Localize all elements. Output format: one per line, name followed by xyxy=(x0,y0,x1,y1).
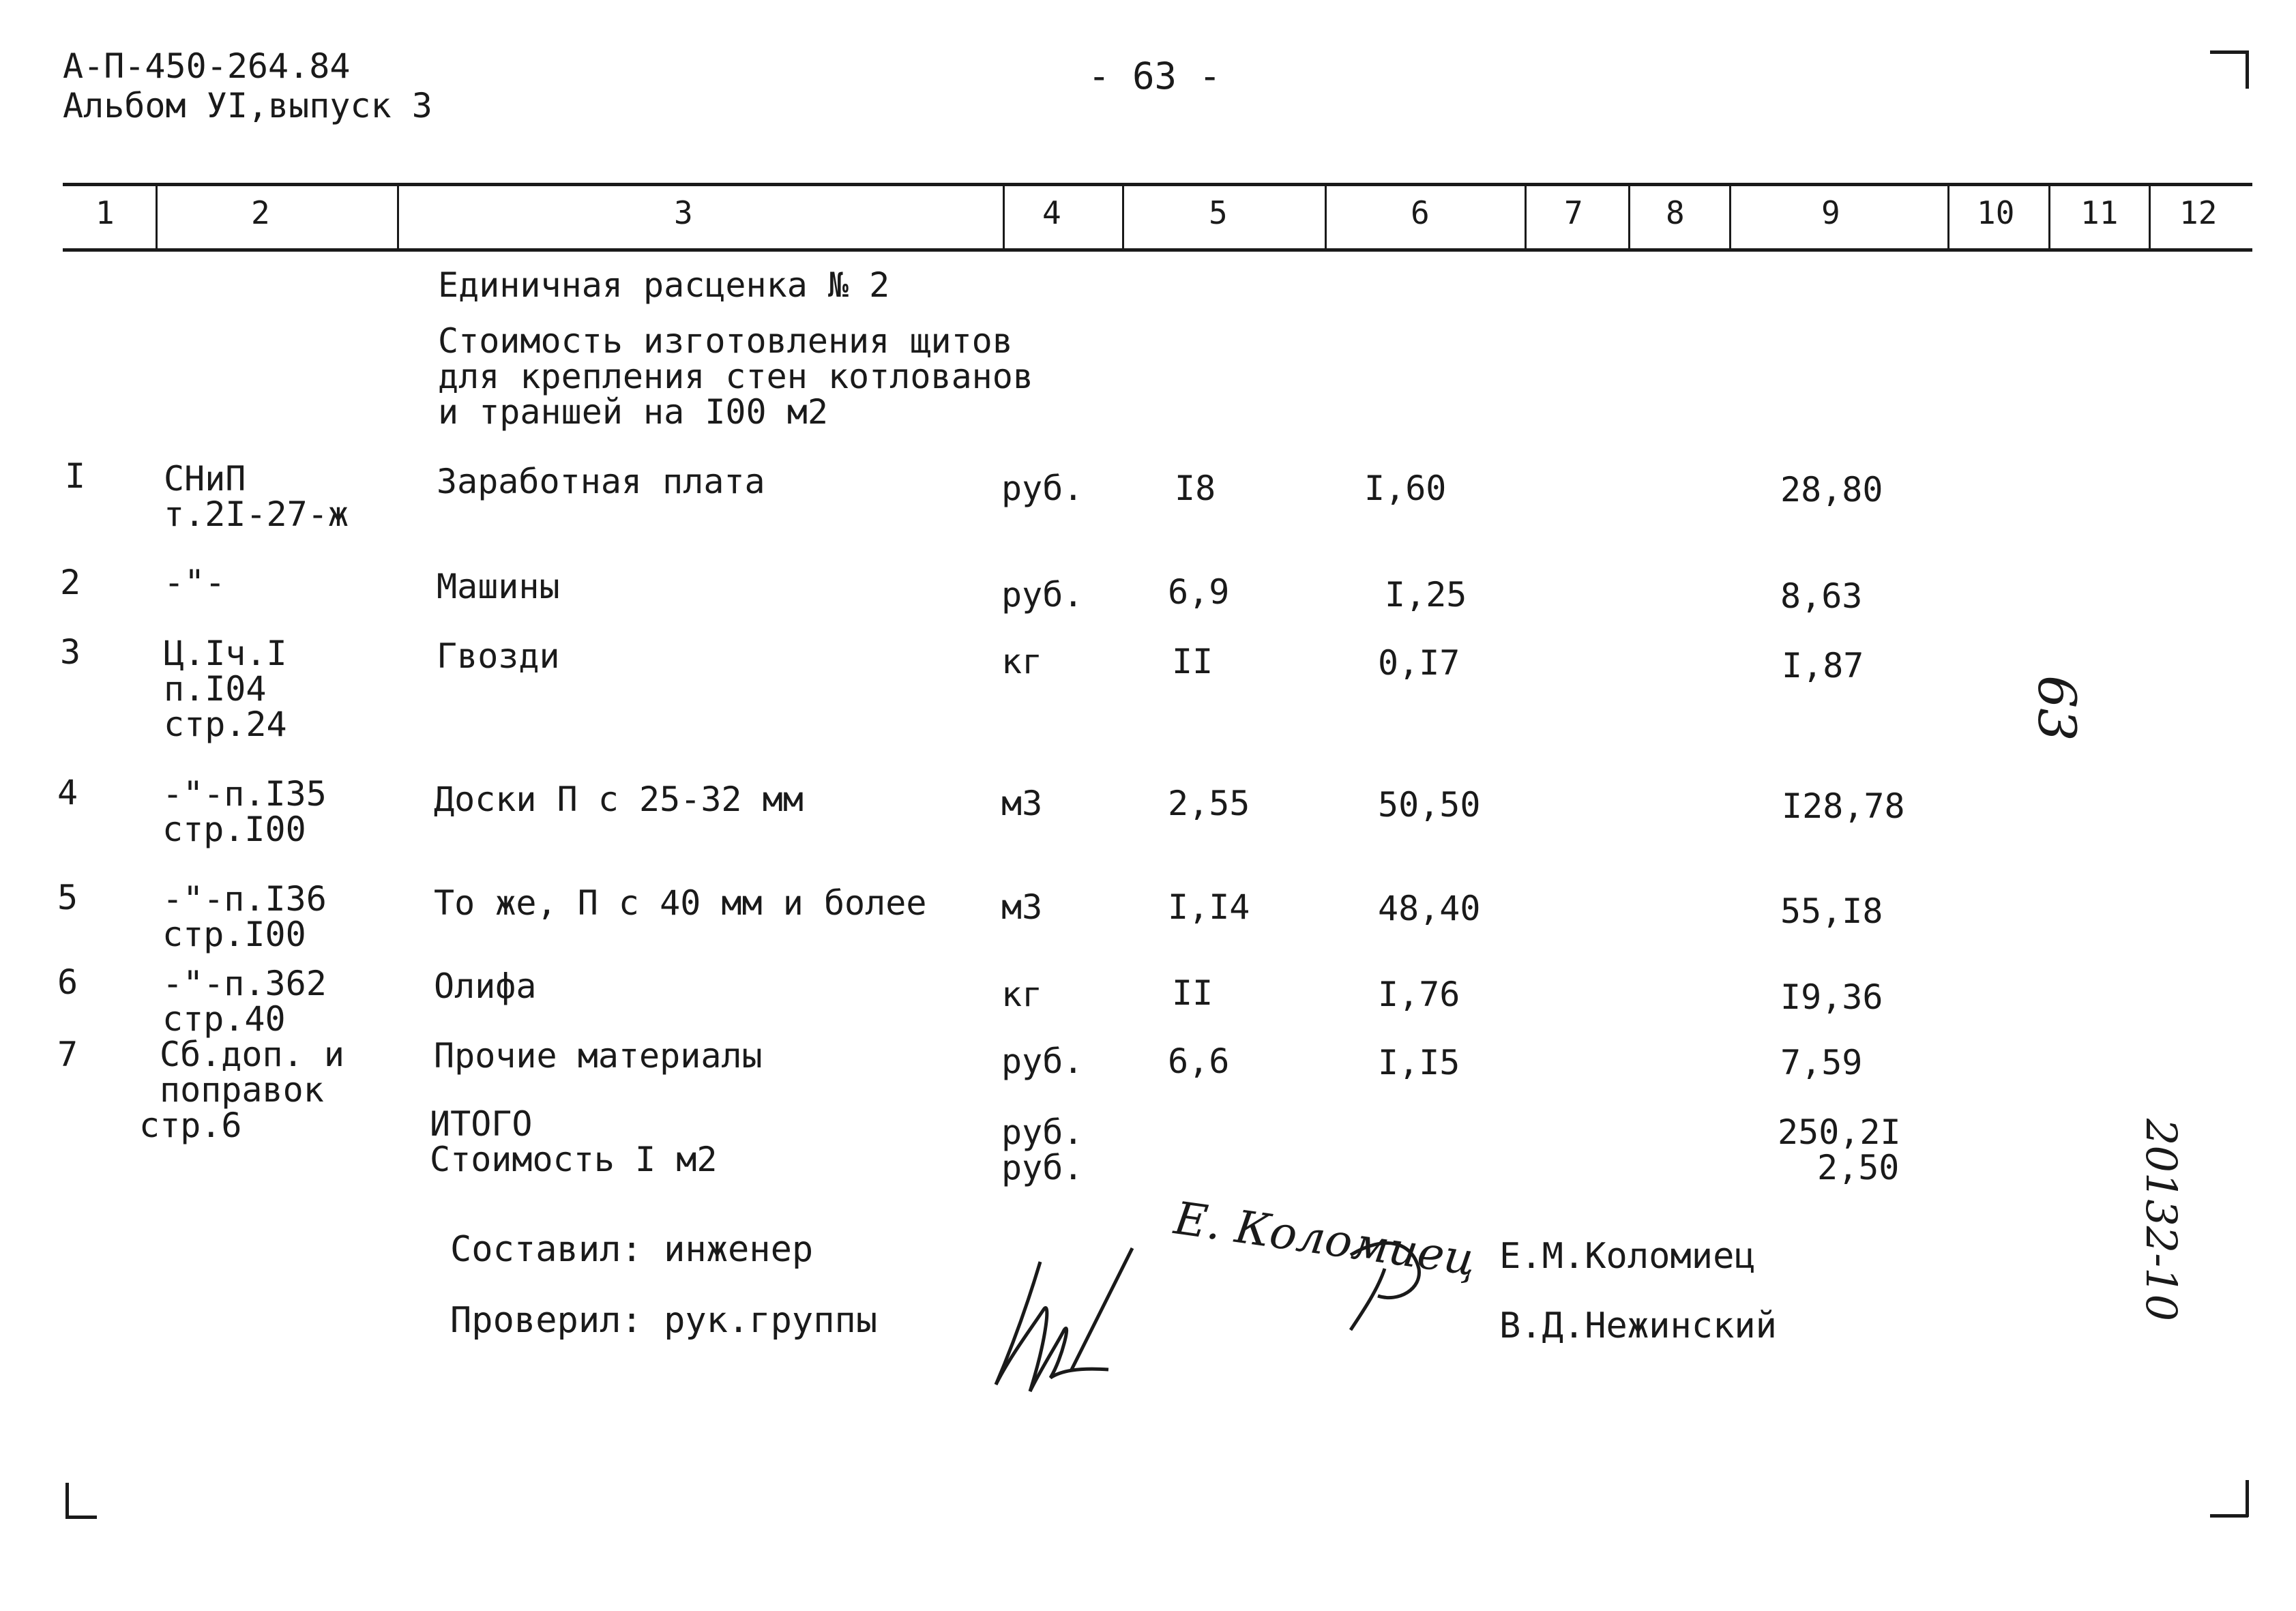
table-header-top-rule xyxy=(63,183,2252,186)
column-divider xyxy=(2149,184,2151,251)
itogo-value: 250,2I xyxy=(1778,1112,1901,1152)
row-unit: руб. xyxy=(1001,575,1084,615)
column-header: 3 xyxy=(674,194,693,231)
row-qty: 6,9 xyxy=(1168,572,1230,612)
unit-cost-label: Стоимость I м2 xyxy=(430,1140,718,1179)
row-source: стр.6 xyxy=(139,1106,242,1145)
column-header: 12 xyxy=(2179,194,2218,231)
row-source: -"-п.I35 xyxy=(162,774,327,814)
row-number: 3 xyxy=(60,632,81,672)
row-price: I,I5 xyxy=(1378,1043,1460,1082)
row-source: стр.I00 xyxy=(162,810,306,849)
itogo-unit: руб. xyxy=(1001,1112,1084,1152)
corner-mark-bottom-right xyxy=(2246,1480,2249,1517)
page-number: - 63 - xyxy=(1088,55,1222,98)
archive-code: 20132-10 xyxy=(2136,1119,2186,1322)
row-unit: руб. xyxy=(1001,469,1084,508)
checked-by-label: Проверил: рук.группы xyxy=(450,1300,878,1341)
compiled-by-label: Составил: инженер xyxy=(450,1229,814,1270)
column-header: 4 xyxy=(1042,194,1061,231)
handwritten-signature-compiler: Е. Коломиец xyxy=(1171,1192,1480,1286)
corner-mark-bottom-right-h xyxy=(2210,1514,2248,1518)
column-header: 8 xyxy=(1666,194,1685,231)
checked-by-name: В.Д.Нежинский xyxy=(1499,1305,1777,1346)
corner-mark-top-right-v xyxy=(2246,50,2249,89)
rate-description-line: Стоимость изготовления щитов xyxy=(438,321,1013,361)
row-source: п.I04 xyxy=(164,669,267,709)
row-total: I28,78 xyxy=(1782,786,1905,826)
column-divider xyxy=(1003,184,1005,251)
row-name: То же, П с 40 мм и более xyxy=(434,883,927,923)
row-price: 0,I7 xyxy=(1378,643,1460,683)
row-source: -"-п.362 xyxy=(162,964,327,1003)
row-unit: руб. xyxy=(1001,1041,1084,1081)
row-number: 4 xyxy=(57,773,78,812)
row-price: I,25 xyxy=(1385,575,1467,615)
row-unit: м3 xyxy=(1001,887,1043,927)
column-header: 11 xyxy=(2080,194,2119,231)
row-unit: кг xyxy=(1001,642,1043,681)
column-header: 10 xyxy=(1977,194,2015,231)
table-header-bottom-rule xyxy=(63,248,2252,252)
row-source: Ц.Iч.I xyxy=(164,634,287,673)
row-unit: м3 xyxy=(1001,784,1043,823)
column-divider xyxy=(1325,184,1327,251)
row-source: стр.I00 xyxy=(162,915,306,954)
row-qty: I8 xyxy=(1175,469,1216,508)
row-qty: 6,6 xyxy=(1168,1041,1230,1081)
row-qty: I,I4 xyxy=(1168,887,1250,927)
row-name: Олифа xyxy=(434,966,537,1006)
row-qty: II xyxy=(1172,973,1213,1013)
row-number: 6 xyxy=(57,962,78,1002)
album-label: Альбом УI,выпуск 3 xyxy=(63,86,432,125)
rate-description-line: и траншей на I00 м2 xyxy=(438,392,828,432)
row-total: I9,36 xyxy=(1780,977,1883,1017)
column-divider xyxy=(1947,184,1949,251)
column-divider xyxy=(397,184,399,251)
row-name: Прочие материалы xyxy=(434,1036,763,1076)
signature-scribble-checker xyxy=(982,1241,1146,1412)
column-divider xyxy=(1729,184,1731,251)
row-source: стр.40 xyxy=(162,999,286,1039)
column-header: 2 xyxy=(251,194,270,231)
itogo-label: ИТОГО xyxy=(430,1104,533,1144)
row-name: Заработная плата xyxy=(437,462,765,501)
row-name: Гвозди xyxy=(437,636,560,676)
row-name: Доски П с 25-32 мм xyxy=(434,780,804,819)
column-divider xyxy=(2048,184,2050,251)
row-qty: 2,55 xyxy=(1168,784,1250,823)
row-price: 50,50 xyxy=(1378,785,1481,825)
signature-flourish-compiler xyxy=(1337,1228,1432,1337)
row-price: 48,40 xyxy=(1378,889,1481,928)
row-number: I xyxy=(65,456,86,496)
document-code: А-П-450-264.84 xyxy=(63,46,351,86)
row-source: стр.24 xyxy=(164,705,287,744)
row-number: 2 xyxy=(60,563,81,602)
row-name: Машины xyxy=(437,567,560,606)
column-divider xyxy=(1525,184,1527,251)
row-source: -"-п.I36 xyxy=(162,879,327,919)
column-header: 1 xyxy=(95,194,115,231)
row-qty: II xyxy=(1172,642,1213,681)
row-total: I,87 xyxy=(1782,646,1864,685)
row-source: Сб.доп. и xyxy=(160,1035,344,1074)
rate-title: Единичная расценка № 2 xyxy=(438,265,890,305)
row-source: поправок xyxy=(160,1070,324,1110)
column-header: 9 xyxy=(1821,194,1840,231)
column-divider xyxy=(1122,184,1124,251)
page-stamp-63: 63 xyxy=(2027,675,2087,741)
unit-cost-value: 2,50 xyxy=(1817,1148,1900,1187)
corner-mark-bottom-left xyxy=(65,1483,69,1518)
row-source: -"- xyxy=(164,563,226,602)
row-total: 28,80 xyxy=(1780,470,1883,509)
row-price: I,60 xyxy=(1364,469,1447,508)
corner-mark-top-right xyxy=(2210,50,2248,54)
column-divider xyxy=(156,184,158,251)
unit-cost-unit: руб. xyxy=(1001,1148,1084,1187)
corner-mark-bottom-left-h xyxy=(65,1516,97,1519)
row-total: 55,I8 xyxy=(1780,891,1883,931)
column-header: 5 xyxy=(1209,194,1228,231)
column-divider xyxy=(1628,184,1630,251)
row-total: 8,63 xyxy=(1780,576,1863,616)
row-source: т.2I-27-ж xyxy=(164,494,349,534)
row-total: 7,59 xyxy=(1780,1043,1863,1082)
column-header: 6 xyxy=(1411,194,1430,231)
column-header: 7 xyxy=(1564,194,1583,231)
row-price: I,76 xyxy=(1378,975,1460,1014)
row-number: 7 xyxy=(57,1035,78,1074)
row-source: СНиП xyxy=(164,459,246,499)
rate-description-line: для крепления стен котлованов xyxy=(438,357,1033,396)
row-number: 5 xyxy=(57,878,78,917)
compiled-by-name: Е.М.Коломиец xyxy=(1499,1236,1756,1277)
row-unit: кг xyxy=(1001,975,1043,1014)
